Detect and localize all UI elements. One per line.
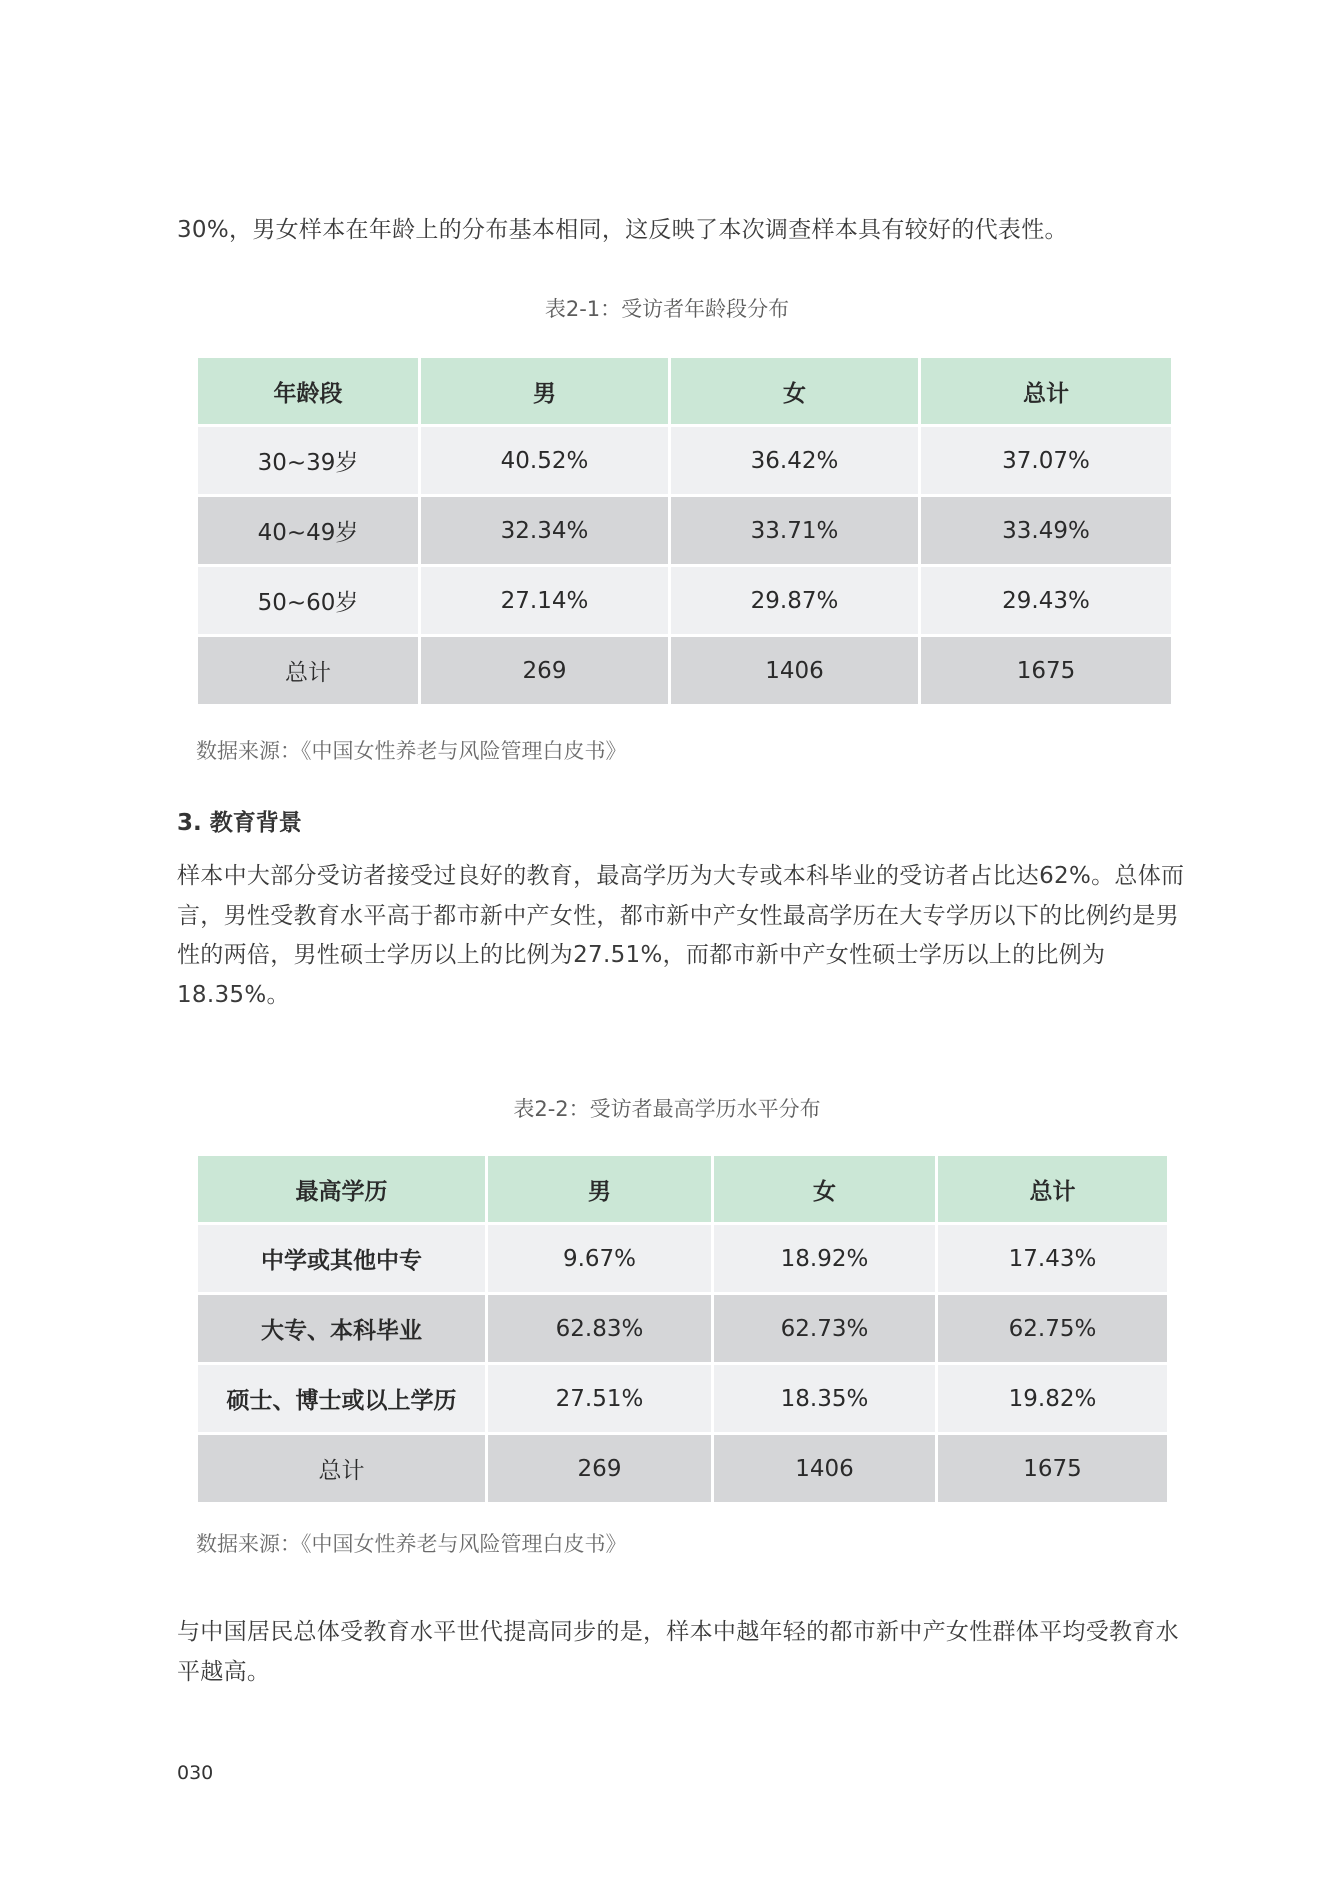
page-number: 030 (177, 1762, 214, 1784)
table-cell: 硕士、博士或以上学历 (198, 1365, 485, 1435)
table-cell: 33.71% (671, 497, 918, 567)
table-cell: 17.43% (938, 1225, 1167, 1295)
column-header: 男 (488, 1156, 711, 1225)
table-cell: 40.52% (421, 427, 668, 497)
table-cell: 37.07% (921, 427, 1171, 497)
table-row (198, 1365, 1167, 1435)
table-cell: 1406 (714, 1435, 935, 1505)
education-distribution-table (195, 1156, 1170, 1505)
table-cell: 40~49岁 (198, 497, 418, 567)
table2-caption: 表2-2：受访者最高学历水平分布 (513, 1097, 821, 1121)
table-cell: 27.51% (488, 1365, 711, 1435)
column-header: 女 (671, 358, 918, 427)
table-row (198, 1295, 1167, 1365)
table-cell: 总计 (198, 637, 418, 707)
section-heading: 3. 教育背景 (177, 810, 302, 836)
table-cell: 62.73% (714, 1295, 935, 1365)
education-paragraph: 样本中大部分受访者接受过良好的教育，最高学历为大专或本科毕业的受访者占比达62%。总体而言，男性受教育水平高于都市新中产女性，都市新中产女性最高学历在大专学历以下的比例约是男性的两倍，男性硕士学历以上的比例为27.51%，而都市新中产女性硕士学历以上的比例为18.35%。 (177, 863, 1185, 1008)
intro-paragraph: 30%，男女样本在年龄上的分布基本相同，这反映了本次调查样本具有较好的代表性。 (177, 217, 1068, 243)
table-cell: 大专、本科毕业 (198, 1295, 485, 1365)
table-cell: 30~39岁 (198, 427, 418, 497)
table-row (198, 427, 1171, 497)
table-cell: 中学或其他中专 (198, 1225, 485, 1295)
column-header: 年龄段 (198, 358, 418, 427)
table-cell: 62.75% (938, 1295, 1167, 1365)
table-cell: 33.49% (921, 497, 1171, 567)
table-row (198, 497, 1171, 567)
column-header: 最高学历 (198, 1156, 485, 1225)
table-cell: 269 (488, 1435, 711, 1505)
table-cell: 1406 (671, 637, 918, 707)
table-row (198, 567, 1171, 637)
table-cell: 总计 (198, 1435, 485, 1505)
table-cell: 27.14% (421, 567, 668, 637)
column-header: 男 (421, 358, 668, 427)
table-header-row (198, 1156, 1167, 1225)
table1-caption: 表2-1：受访者年龄段分布 (544, 297, 790, 321)
table-cell: 18.35% (714, 1365, 935, 1435)
closing-paragraph: 与中国居民总体受教育水平世代提高同步的是，样本中越年轻的都市新中产女性群体平均受教育水平越高。 (177, 1619, 1179, 1685)
age-distribution-table (195, 358, 1174, 707)
table-cell: 18.92% (714, 1225, 935, 1295)
table-total-row (198, 637, 1171, 707)
column-header: 总计 (938, 1156, 1167, 1225)
table-cell: 29.43% (921, 567, 1171, 637)
table-cell: 29.87% (671, 567, 918, 637)
column-header: 总计 (921, 358, 1171, 427)
table-cell: 19.82% (938, 1365, 1167, 1435)
table-total-row (198, 1435, 1167, 1505)
table-cell: 50~60岁 (198, 567, 418, 637)
table-cell: 36.42% (671, 427, 918, 497)
table-row (198, 1225, 1167, 1295)
table1-source-note: 数据来源：《中国女性养老与风险管理白皮书》 (196, 739, 627, 763)
table-cell: 32.34% (421, 497, 668, 567)
table2-source-note: 数据来源：《中国女性养老与风险管理白皮书》 (196, 1532, 627, 1556)
column-header: 女 (714, 1156, 935, 1225)
table-cell: 62.83% (488, 1295, 711, 1365)
table-cell: 269 (421, 637, 668, 707)
table-cell: 1675 (921, 637, 1171, 707)
table-header-row (198, 358, 1171, 427)
table-cell: 1675 (938, 1435, 1167, 1505)
table-cell: 9.67% (488, 1225, 711, 1295)
